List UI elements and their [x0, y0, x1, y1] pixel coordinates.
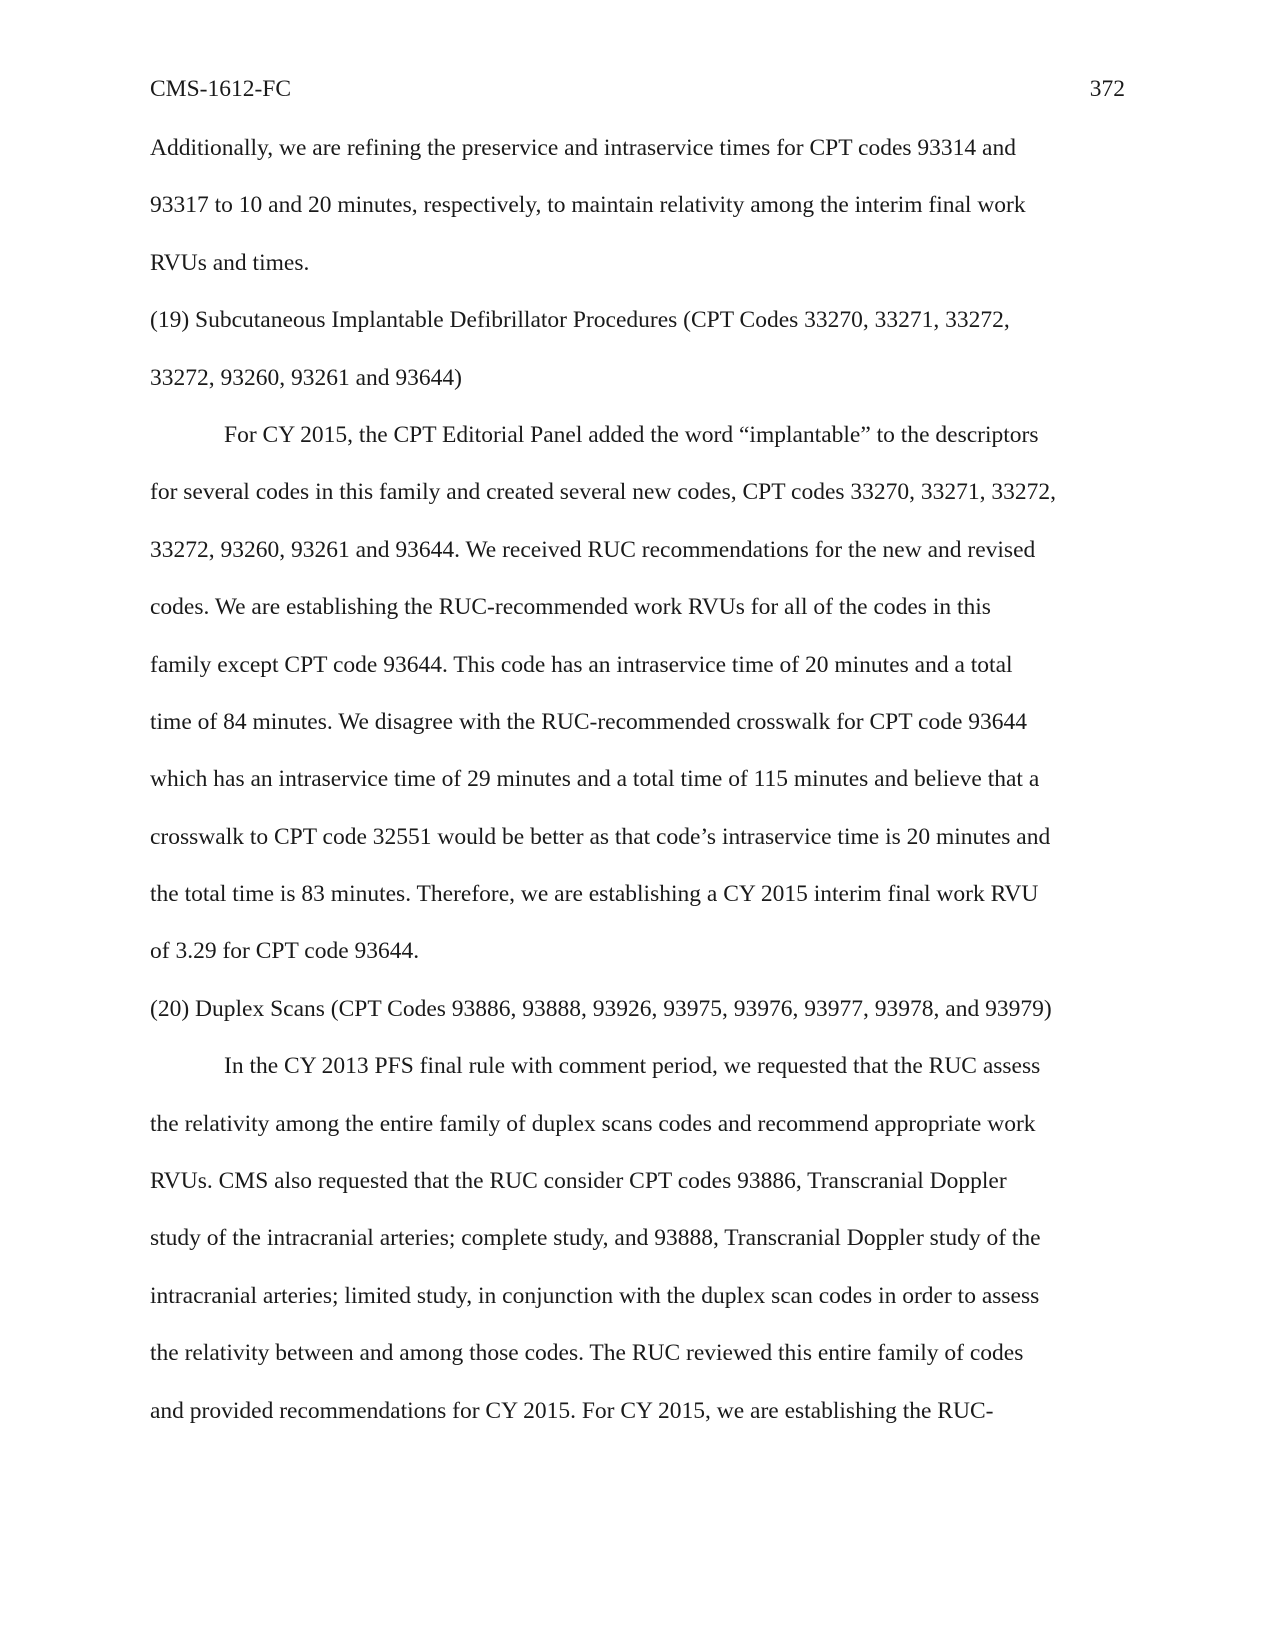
text-line: the total time is 83 minutes. Therefore, we are establishing a CY 2015 interim final work RVU	[150, 881, 1039, 908]
page-number: 372	[1089, 76, 1125, 102]
text-line: RVUs and times.	[150, 249, 310, 276]
text-line: 93317 to 10 and 20 minutes, respectively, to maintain relativity among the interim final work	[150, 192, 1026, 219]
text-line: the relativity among the entire family of duplex scans codes and recommend appropriate work	[150, 1110, 1036, 1137]
document-id: CMS-1612-FC	[150, 76, 292, 102]
body-text	[150, 133, 1130, 1453]
text-line: Additionally, we are refining the preservice and intraservice times for CPT codes 93314 and	[150, 135, 1016, 161]
section-heading-19: (19) Subcutaneous Implantable Defibrillator Procedures (CPT Codes 33270, 33271, 33272,	[150, 307, 1010, 334]
section-heading-20: (20) Duplex Scans (CPT Codes 93886, 93888, 93926, 93975, 93976, 93977, 93978, and 93979)	[150, 995, 1052, 1022]
text-line: 33272, 93260, 93261 and 93644. We received RUC recommendations for the new and revised	[150, 536, 1036, 563]
text-line: study of the intracranial arteries; complete study, and 93888, Transcranial Doppler study of the	[150, 1225, 1041, 1252]
section-heading-19-cont: 33272, 93260, 93261 and 93644)	[150, 364, 463, 391]
text-line: In the CY 2013 PFS final rule with comment period, we requested that the RUC assess	[224, 1053, 1041, 1080]
text-line: the relativity between and among those codes. The RUC reviewed this entire family of codes	[150, 1340, 1024, 1367]
text-line: crosswalk to CPT code 32551 would be better as that code’s intraservice time is 20 minutes and	[150, 823, 1051, 850]
text-line: RVUs. CMS also requested that the RUC consider CPT codes 93886, Transcranial Doppler	[150, 1168, 1007, 1195]
text-line: which has an intraservice time of 29 minutes and a total time of 115 minutes and believe that a	[150, 766, 1040, 793]
text-line: for several codes in this family and created several new codes, CPT codes 33270, 33271, 33272,	[150, 479, 1057, 506]
text-line: codes. We are establishing the RUC-recommended work RVUs for all of the codes in this	[150, 594, 991, 621]
text-line: intracranial arteries; limited study, in conjunction with the duplex scan codes in order to assess	[150, 1282, 1040, 1309]
text-line: and provided recommendations for CY 2015. For CY 2015, we are establishing the RUC-	[150, 1397, 994, 1424]
text-line: family except CPT code 93644. This code has an intraservice time of 20 minutes and a total	[150, 651, 1013, 678]
text-line: of 3.29 for CPT code 93644.	[150, 938, 420, 965]
text-line: time of 84 minutes. We disagree with the RUC-recommended crosswalk for CPT code 93644	[150, 708, 1028, 735]
text-line: For CY 2015, the CPT Editorial Panel added the word “implantable” to the descriptors	[224, 421, 1039, 448]
